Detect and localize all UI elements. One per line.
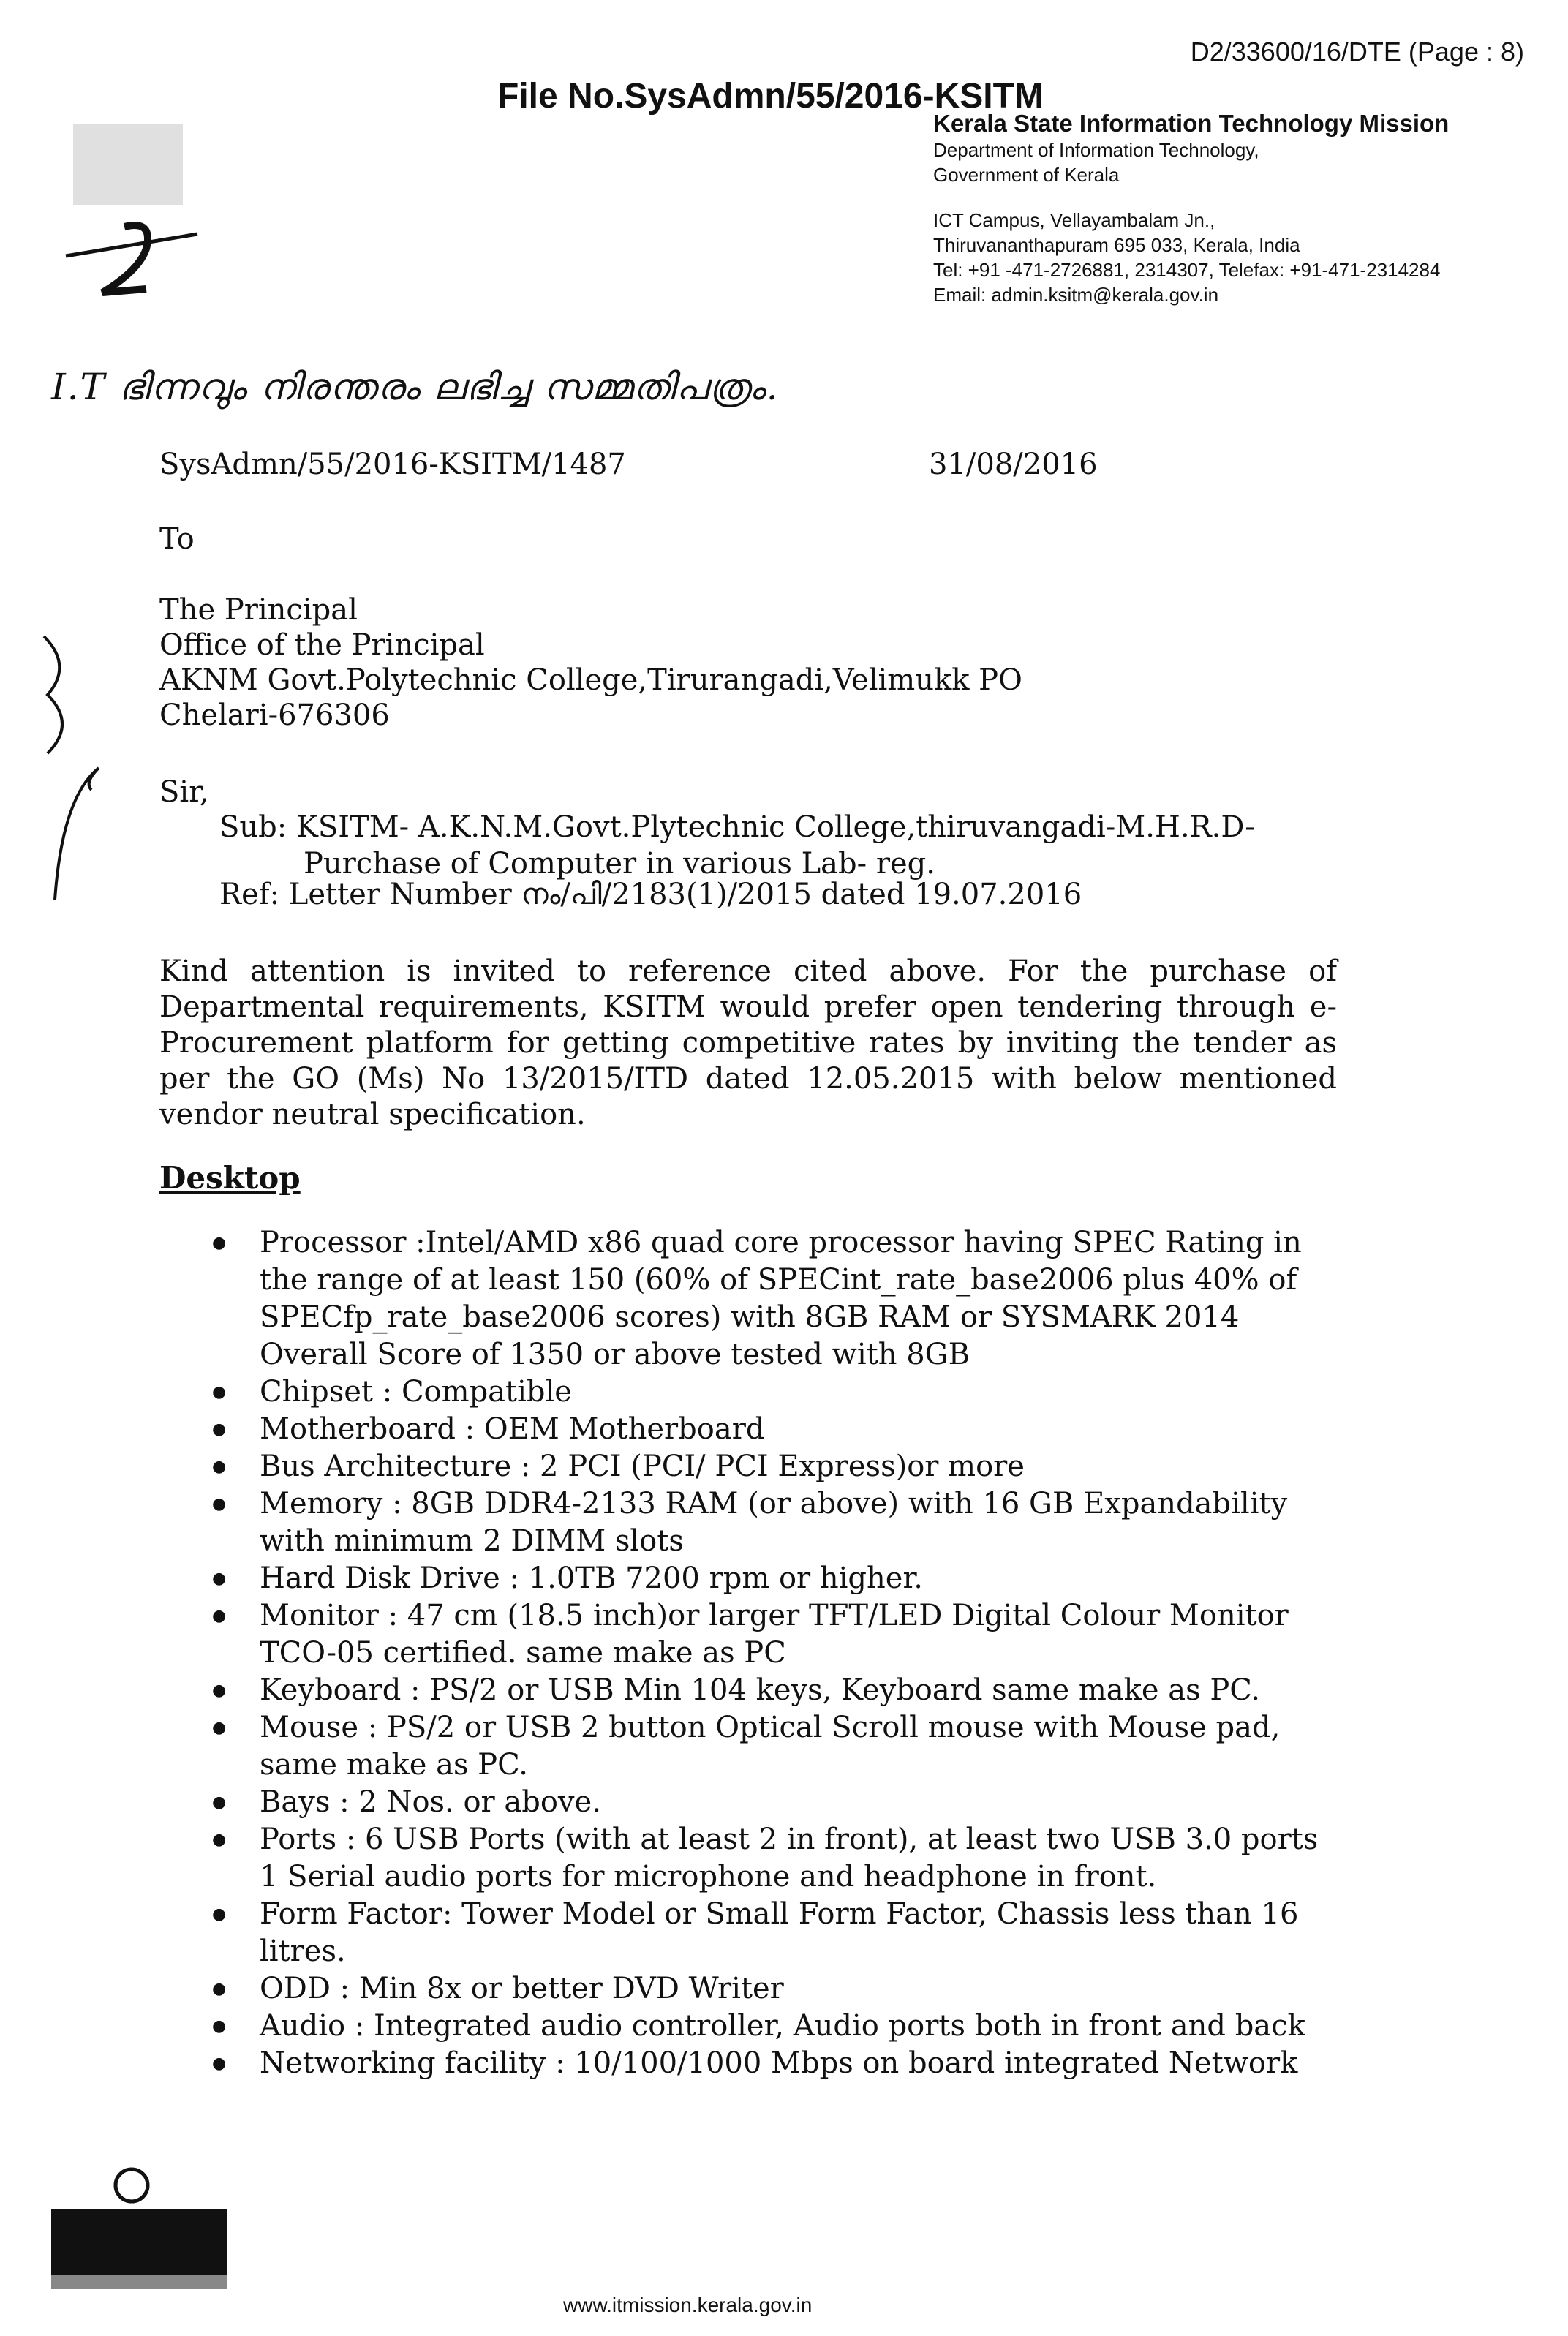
file-number: File No.SysAdmn/55/2016-KSITM [497, 77, 1044, 116]
address-line: The Principal [159, 593, 358, 627]
salutation: Sir, [159, 775, 209, 809]
government: Government of Kerala [933, 164, 1120, 186]
logo-block [51, 2209, 227, 2275]
subject-line-2: Purchase of Computer in various Lab- reg. [304, 847, 935, 881]
address-line: Chelari-676306 [159, 698, 390, 732]
logo-swirl [102, 225, 148, 293]
spec-item: ● Bus Architecture : 2 PCI (PCI/ PCI Express)or more [212, 1448, 1338, 1485]
email: Email: admin.ksitm@kerala.gov.in [933, 284, 1219, 306]
handwritten-note: I.T ഭിന്നവും നിരന്തരം ലഭിച്ച സമ്മതിപത്രം. [51, 366, 780, 408]
letter-reference-number: SysAdmn/55/2016-KSITM/1487 [159, 448, 626, 481]
org-address-block [933, 110, 1533, 307]
spec-item: ● Chipset : Compatible [212, 1374, 1338, 1411]
logo-underline [51, 2275, 227, 2289]
reference: Ref: Letter Number നം/പി/2183(1)/2015 dated 19.07.2016 [219, 878, 1082, 911]
to-label: To [159, 522, 195, 556]
spec-item: ● Monitor : 47 cm (18.5 inch)or larger TFT/LED Digital Colour Monitor TCO-05 certified. same make as PC [212, 1597, 1338, 1672]
logo-emblem-shade [73, 124, 183, 205]
spec-item: ● Processor :Intel/AMD x86 quad core processor having SPEC Rating in the range of at least 150 (60% of SPECint_rate_base2006 plus 40% of SPECfp_rate_base2006 scores) with 8GB RAM or SYSMARK 2014 Overall Score of 1350 or above tested with 8GB [212, 1224, 1338, 1374]
desktop-spec-list [212, 1224, 1338, 2082]
footer-website: www.itmission.kerala.gov.in [563, 2294, 813, 2316]
city: Thiruvananthapuram 695 033, Kerala, India [933, 234, 1300, 256]
spec-item: ● Memory : 8GB DDR4-2133 RAM (or above) with 16 GB Expandability with minimum 2 DIMM slots [212, 1485, 1338, 1560]
spec-item: ● ODD : Min 8x or better DVD Writer [212, 1970, 1338, 2008]
it-kerala-logo [44, 2165, 234, 2297]
subject-line-1: Sub: KSITM- A.K.N.M.Govt.Plytechnic College,thiruvangadi-M.H.R.D- [219, 810, 1255, 844]
spec-item: ● Form Factor: Tower Model or Small Form Factor, Chassis less than 16 litres. [212, 1896, 1338, 1970]
address-line: Office of the Principal [159, 628, 485, 662]
spec-item: ● Motherboard : OEM Motherboard [212, 1411, 1338, 1448]
campus: ICT Campus, Vellayambalam Jn., [933, 209, 1215, 231]
telephone: Tel: +91 -471-2726881, 2314307, Telefax: +91-471-2314284 [933, 259, 1441, 281]
desktop-section-title: Desktop [159, 1160, 301, 1196]
kerala-it-mission-logo [44, 117, 212, 314]
spec-item: ● Audio : Integrated audio controller, Audio ports both in front and back [212, 2008, 1338, 2045]
spec-item: ● Mouse : PS/2 or USB 2 button Optical Scroll mouse with Mouse pad, same make as PC. [212, 1709, 1338, 1784]
spec-item: ● Bays : 2 Nos. or above. [212, 1784, 1338, 1821]
page-reference: D2/33600/16/DTE (Page : 8) [1190, 37, 1524, 67]
recipient-address [159, 592, 1022, 733]
subject [219, 809, 1346, 882]
org-name: Kerala State Information Technology Mission [933, 110, 1450, 137]
logo-stroke [66, 234, 197, 256]
address-line: AKNM Govt.Polytechnic College,Tirurangadi,Velimukk PO [159, 663, 1022, 697]
department: Department of Information Technology, [933, 139, 1259, 161]
spec-item: ● Ports : 6 USB Ports (with at least 2 in front), at least two USB 3.0 ports 1 Serial audio ports for microphone and headphone in front. [212, 1821, 1338, 1896]
body-paragraph: Kind attention is invited to reference cited above. For the purchase of Departmental requirements, KSITM would prefer open tendering through e-Procurement platform for getting competitive rates by inviting the tender as per the GO (Ms) No 13/2015/ITD dated 12.05.2015 with below mentioned vendor neutral specification. [159, 954, 1337, 1131]
letter-date: 31/08/2016 [929, 448, 1098, 481]
handwritten-bracket-mark [29, 629, 117, 907]
logo-ring [116, 2169, 148, 2201]
spec-item: ● Hard Disk Drive : 1.0TB 7200 rpm or higher. [212, 1560, 1338, 1597]
spec-item: ● Keyboard : PS/2 or USB Min 104 keys, Keyboard same make as PC. [212, 1672, 1338, 1709]
spec-item: ● Networking facility : 10/100/1000 Mbps on board integrated Network [212, 2045, 1338, 2082]
